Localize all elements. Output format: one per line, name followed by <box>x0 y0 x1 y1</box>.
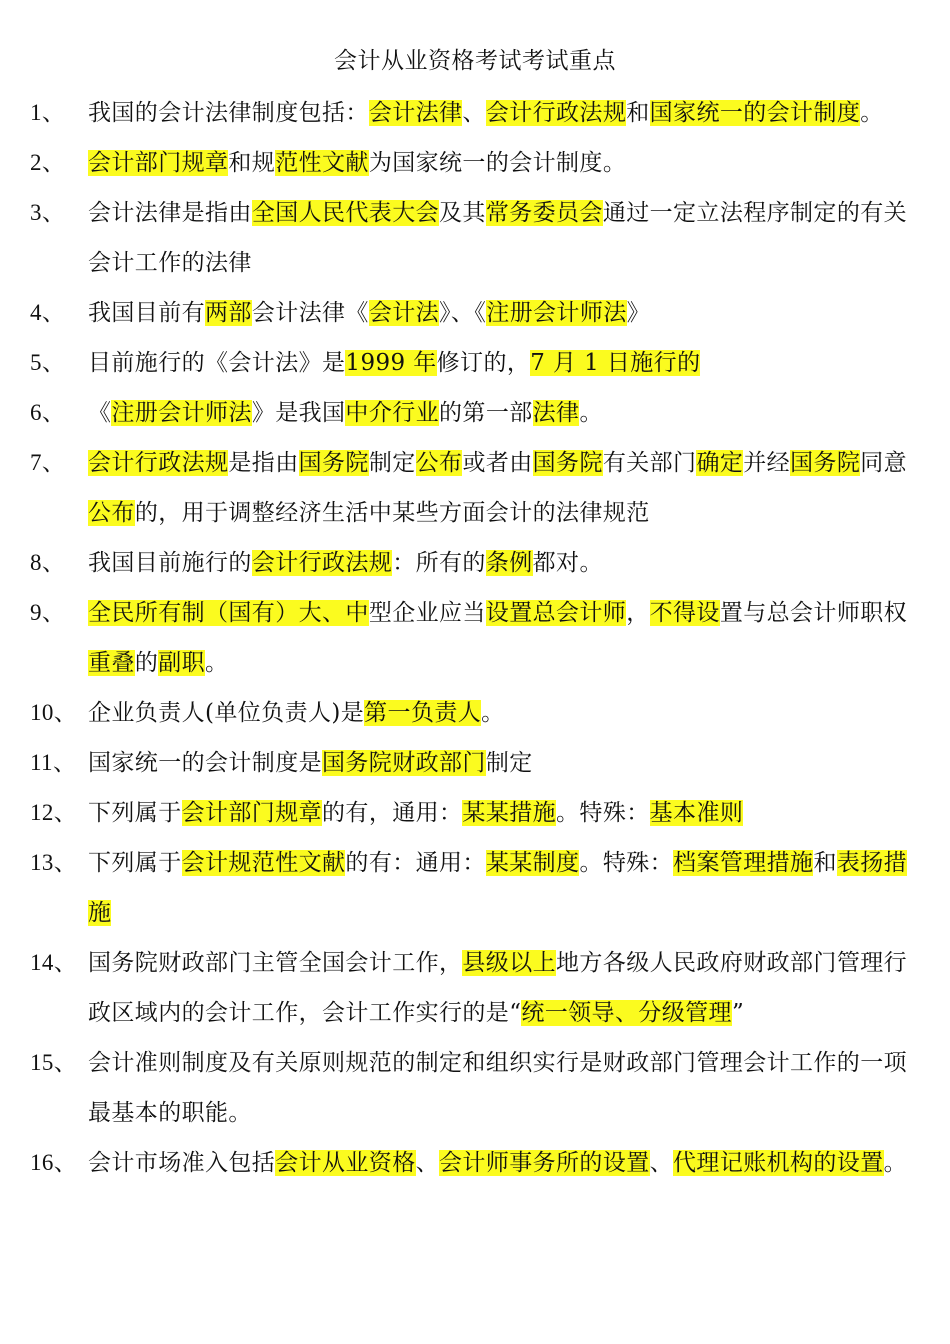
key-points-list <box>30 88 925 1188</box>
item-text <box>88 550 603 576</box>
item-number: 4、 <box>30 300 66 325</box>
list-item <box>30 838 925 938</box>
highlighted-text: 会计法 <box>368 300 440 326</box>
document-title: 会计从业资格考试考试重点 <box>334 48 616 74</box>
highlighted-text: 会计行政法规 <box>485 100 627 126</box>
text-segment: 会计准则制度及有关原则规范的制定和组织实行是财政部门管理会计工作的一项最基本的职能。 <box>88 1050 907 1126</box>
text-segment: 或者由 <box>462 450 533 476</box>
item-text <box>88 1150 907 1176</box>
text-segment: 《 <box>88 400 112 426</box>
text-segment: 》 <box>626 300 651 326</box>
text-segment: 的有：通用： <box>345 850 486 876</box>
highlighted-text: 国务院财政部门 <box>322 750 486 776</box>
text-segment: 制定 <box>485 750 533 776</box>
text-segment: 地方各级人民政府财政部门管理行政区域内的会计工作，会计工作实行的是“ <box>88 950 908 1026</box>
item-text <box>88 400 603 426</box>
list-item <box>30 138 925 188</box>
highlighted-text: 公布 <box>415 450 463 476</box>
list-item <box>30 188 925 288</box>
text-segment: 下列属于 <box>88 800 182 826</box>
item-number: 11、 <box>30 750 77 775</box>
text-segment: 国务院财政部门主管全国会计工作， <box>88 950 463 976</box>
item-text <box>88 1050 907 1126</box>
list-item <box>30 1038 925 1138</box>
highlighted-text: 范性文献 <box>275 150 369 176</box>
list-item <box>30 538 925 588</box>
item-number: 2、 <box>30 150 66 175</box>
highlighted-text: 会计行政法规 <box>88 450 229 476</box>
highlighted-text: 表扬措施 <box>88 850 908 926</box>
text-segment: ” <box>731 1000 745 1026</box>
item-number: 8、 <box>30 550 66 575</box>
highlighted-text: 注册会计师法 <box>486 300 627 326</box>
text-segment: 会计市场准入包括 <box>88 1150 276 1176</box>
item-number: 7、 <box>30 450 66 475</box>
list-item <box>30 588 925 688</box>
highlighted-text: 注册会计师法 <box>111 400 252 426</box>
highlighted-text: 代理记账机构的设置 <box>673 1150 884 1176</box>
text-segment: 。 <box>579 400 603 426</box>
text-segment: 及其 <box>439 200 486 226</box>
item-text <box>88 450 907 526</box>
highlighted-text: 两部 <box>205 300 252 326</box>
text-segment: 的 <box>134 650 159 676</box>
text-segment: 置与总会计师职权 <box>719 600 908 626</box>
list-item <box>30 438 925 538</box>
text-segment: 的第一部 <box>439 400 533 426</box>
item-number: 16、 <box>30 1150 78 1175</box>
text-segment: 。 <box>481 700 505 726</box>
text-segment: 》是我国 <box>251 400 346 426</box>
item-number: 3、 <box>30 200 66 225</box>
text-segment: 》、《 <box>439 300 487 326</box>
text-segment: ：所有的 <box>392 550 486 576</box>
highlighted-text: 会计规范性文献 <box>181 850 346 876</box>
highlighted-text: 会计法律 <box>368 100 463 126</box>
text-segment: 修订的， <box>436 350 531 376</box>
item-text <box>88 800 743 826</box>
item-text <box>88 150 626 176</box>
list-item <box>30 388 925 438</box>
highlighted-text: 常务委员会 <box>485 200 603 226</box>
text-segment: 。特殊： <box>579 850 674 876</box>
highlighted-text: 基本准则 <box>649 800 744 826</box>
text-segment: 会计法律《 <box>251 300 369 326</box>
highlighted-text: 条例 <box>485 550 533 576</box>
highlighted-text: 县级以上 <box>462 950 557 976</box>
highlighted-text: 中介行业 <box>345 400 440 426</box>
item-number: 1、 <box>30 100 66 125</box>
text-segment: 。 <box>205 650 229 676</box>
highlighted-text: 会计行政法规 <box>251 550 393 576</box>
highlighted-text: 某某措施 <box>462 800 557 826</box>
highlighted-text: 1999 年 <box>345 350 437 376</box>
highlighted-text: 不得设 <box>649 600 720 626</box>
item-number: 12、 <box>30 800 78 825</box>
item-text <box>88 600 907 676</box>
list-item <box>30 788 925 838</box>
text-segment: 和 <box>813 850 837 876</box>
item-text <box>88 700 505 726</box>
text-segment: 的，用于调整经济生活中某些方面会计的法律规范 <box>134 500 650 526</box>
text-segment: 目前施行的《会计法》是 <box>88 350 346 376</box>
list-item <box>30 938 925 1038</box>
highlighted-text: 确定 <box>696 450 744 476</box>
item-text <box>88 200 907 276</box>
text-segment: 制定 <box>368 450 416 476</box>
text-segment: 的有，通用： <box>322 800 463 826</box>
highlighted-text: 会计部门规章 <box>181 800 323 826</box>
text-segment: 、 <box>649 1150 674 1176</box>
text-segment: 有关部门 <box>602 450 697 476</box>
highlighted-text: 档案管理措施 <box>673 850 814 876</box>
item-number: 13、 <box>30 850 78 875</box>
item-text <box>88 300 650 326</box>
text-segment: 通过一定立法程序制定的有关会计工作的法律 <box>88 200 908 276</box>
highlighted-text: 会计从业资格 <box>275 1150 416 1176</box>
highlighted-text: 副职 <box>158 650 206 676</box>
text-segment: 和 <box>626 100 650 126</box>
text-segment: 同意 <box>860 450 908 476</box>
text-segment: 、 <box>415 1150 440 1176</box>
highlighted-text: 会计部门规章 <box>88 150 229 176</box>
text-segment: 。特殊： <box>556 800 650 826</box>
highlighted-text: 统一领导、分级管理 <box>521 1000 732 1026</box>
item-number: 9、 <box>30 600 66 625</box>
highlighted-text: 第一负责人 <box>364 700 482 726</box>
text-segment: 。 <box>883 1150 908 1176</box>
text-segment: 并经 <box>743 450 791 476</box>
list-item <box>30 88 925 138</box>
item-text <box>88 100 884 126</box>
highlighted-text: 国务院 <box>790 450 861 476</box>
item-number: 10、 <box>30 700 78 725</box>
item-text <box>88 850 907 926</box>
highlighted-text: 设置总会计师 <box>485 600 627 626</box>
text-segment: 我国目前施行的 <box>88 550 252 576</box>
highlighted-text: 全国人民代表大会 <box>251 200 440 226</box>
text-segment: ， <box>626 600 650 626</box>
text-segment: 我国目前有 <box>88 300 205 326</box>
text-segment: 。 <box>860 100 884 126</box>
text-segment: 和规 <box>228 150 276 176</box>
item-text <box>88 950 907 1026</box>
highlighted-text: 重叠 <box>88 650 135 676</box>
item-number: 15、 <box>30 1050 78 1075</box>
text-segment: 是指由 <box>228 450 299 476</box>
list-item <box>30 338 925 388</box>
item-number: 6、 <box>30 400 66 425</box>
highlighted-text: 国务院 <box>532 450 603 476</box>
highlighted-text: 全民所有制（国有）大、中 <box>88 600 369 626</box>
highlighted-text: 7 月 1 日施行的 <box>530 350 701 376</box>
item-number: 5、 <box>30 350 66 375</box>
text-segment: 我国的会计法律制度包括： <box>88 100 369 126</box>
highlighted-text: 会计师事务所的设置 <box>439 1150 650 1176</box>
text-segment: 型企业应当 <box>368 600 486 626</box>
highlighted-text: 公布 <box>88 500 135 526</box>
highlighted-text: 法律 <box>532 400 580 426</box>
item-number: 14、 <box>30 950 78 975</box>
item-text <box>88 350 700 376</box>
text-segment: 企业负责人(单位负责人)是 <box>88 700 365 726</box>
list-item <box>30 688 925 738</box>
text-segment: 为国家统一的会计制度。 <box>368 150 627 176</box>
item-text <box>88 750 533 776</box>
list-item <box>30 288 925 338</box>
highlighted-text: 国家统一的会计制度 <box>649 100 861 126</box>
text-segment: 下列属于 <box>88 850 182 876</box>
list-item <box>30 1138 925 1188</box>
text-segment: 、 <box>462 100 486 126</box>
text-segment: 国家统一的会计制度是 <box>88 750 322 776</box>
text-segment: 都对。 <box>532 550 603 576</box>
text-segment: 会计法律是指由 <box>88 200 252 226</box>
highlighted-text: 某某制度 <box>485 850 580 876</box>
list-item <box>30 738 925 788</box>
highlighted-text: 国务院 <box>298 450 369 476</box>
